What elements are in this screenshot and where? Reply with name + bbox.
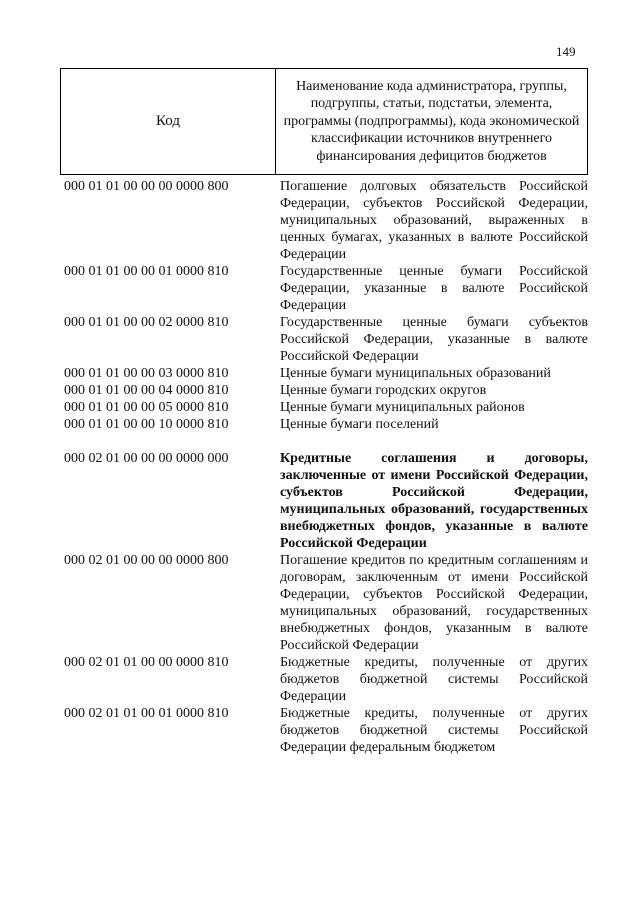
row-name: Ценные бумаги муниципальных районов	[280, 400, 525, 415]
row-code: 000 02 01 01 00 01 0000 810	[64, 706, 229, 721]
table-row	[60, 263, 588, 314]
row-name: Кредитные соглашения и договоры, заключенные от имени Российской Федерации, субъектов Российской Федерации, муниципальных образований, государственных внебюджетных фондов, указанные в валюте Российской Федерации	[280, 451, 588, 551]
row-code: 000 02 01 00 00 00 0000 800	[64, 553, 229, 568]
page-number: 149	[556, 44, 576, 59]
row-name: Государственные ценные бумаги Российской Федерации, указанные в валюте Российской Федерации	[280, 264, 588, 313]
row-code: 000 01 01 00 00 01 0000 810	[64, 264, 229, 279]
row-name: Ценные бумаги муниципальных образований	[280, 366, 551, 381]
row-name: Погашение долговых обязательств Российской Федерации, субъектов Российской Федерации, муниципальных образований, выраженных в ценных бумагах, указанных в валюте Российской Федерации	[280, 179, 588, 262]
table-header	[60, 68, 588, 175]
row-code: 000 01 01 00 00 04 0000 810	[64, 383, 229, 398]
table-row-section-heading	[60, 450, 588, 552]
row-code: 000 01 01 00 00 05 0000 810	[64, 400, 229, 415]
table-row	[60, 365, 588, 382]
row-code: 000 01 01 00 00 00 0000 800	[64, 179, 229, 194]
table-row	[60, 178, 588, 263]
row-name: Государственные ценные бумаги субъектов Российской Федерации, указанные в валюте Российской Федерации	[280, 315, 588, 364]
table-row	[60, 552, 588, 654]
header-code: Код	[61, 69, 276, 174]
table-body	[60, 178, 588, 756]
row-name: Ценные бумаги городских округов	[280, 383, 487, 398]
row-name: Погашение кредитов по кредитным соглашениям и договорам, заключенным от имени Российской Федерации, субъектов Российской Федерации, муниципальных образований, государственных внебюджетных фондов, указанным в валюте Российской Федерации	[280, 553, 588, 653]
table-row	[60, 654, 588, 705]
row-code: 000 02 01 00 00 00 0000 000	[64, 451, 229, 466]
row-code: 000 01 01 00 00 03 0000 810	[64, 366, 229, 381]
row-code: 000 01 01 00 00 02 0000 810	[64, 315, 229, 330]
table-row	[60, 705, 588, 756]
table-row	[60, 314, 588, 365]
header-name: Наименование кода администратора, группы, подгруппы, статьи, подстатьи, элемента, программы (подпрограммы), кода экономической классификации источников внутреннего финансирования дефицитов бюджетов	[283, 78, 580, 164]
row-code: 000 02 01 01 00 00 0000 810	[64, 655, 229, 670]
row-name: Бюджетные кредиты, полученные от других бюджетов бюджетной системы Российской Федерации	[280, 655, 588, 704]
row-name: Ценные бумаги поселений	[280, 417, 439, 432]
table-row	[60, 382, 588, 399]
table-row	[60, 416, 588, 433]
row-code: 000 01 01 00 00 10 0000 810	[64, 417, 229, 432]
row-name: Бюджетные кредиты, полученные от других бюджетов бюджетной системы Российской Федерации федеральным бюджетом	[280, 706, 588, 755]
table-row	[60, 399, 588, 416]
